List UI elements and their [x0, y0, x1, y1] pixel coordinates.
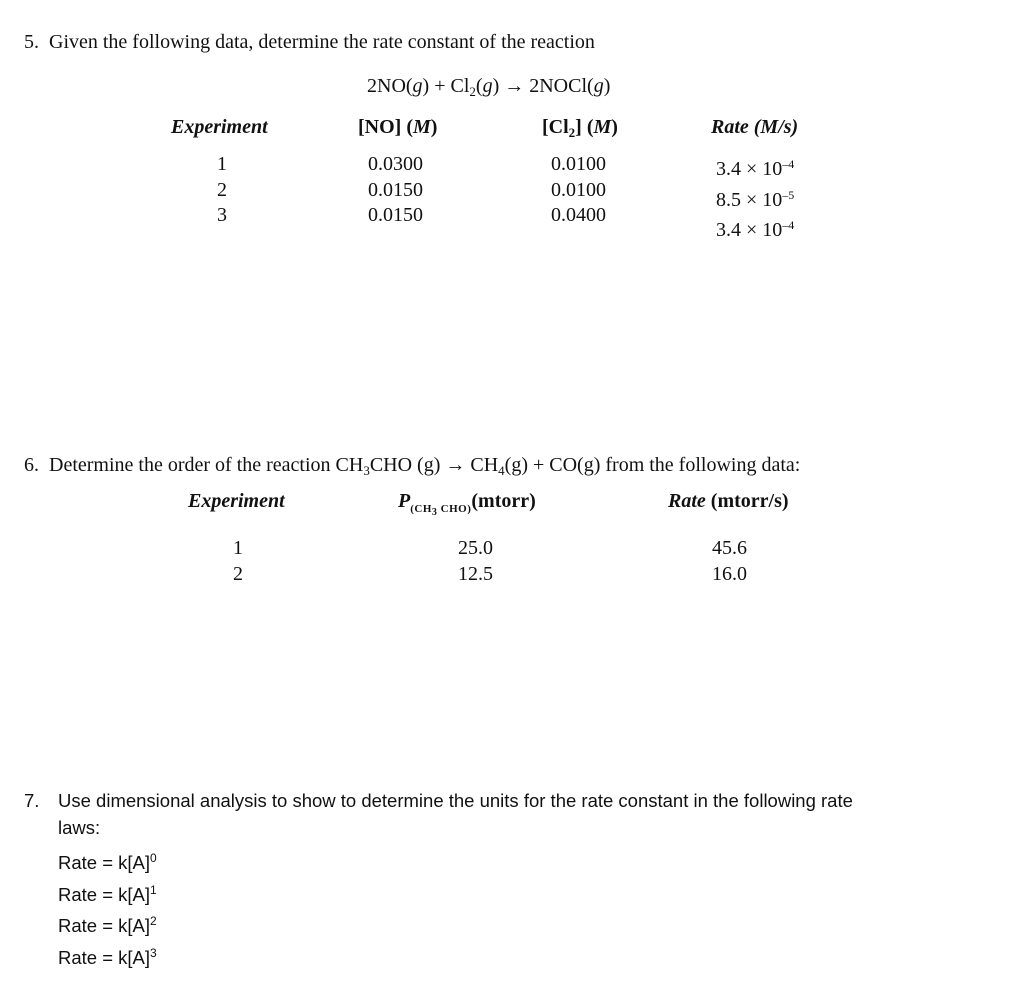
table-cell: 12.5 — [458, 562, 493, 585]
q5-header-cl — [542, 116, 618, 141]
q5-paren: ) — [492, 75, 500, 97]
q5-paren: ( — [475, 75, 483, 97]
q6-prompt-a: Determine the order of the reaction CH — [49, 454, 364, 476]
table-cell: 16.0 — [712, 562, 747, 585]
q7-prompt-line2: laws: — [58, 817, 101, 838]
q5-number: 5. — [24, 31, 39, 53]
table-cell: 25.0 — [458, 537, 493, 559]
rate-law-exponent: 3 — [150, 945, 157, 960]
rate-base: 3.4 × 10 — [716, 158, 783, 180]
q5-col-rate — [716, 152, 794, 244]
q6-p-sub-a: (CH — [410, 503, 432, 515]
table-cell: 0.0300 — [368, 153, 423, 175]
q6-subscript: 3 — [363, 463, 370, 478]
q6-prompt-c: (g) + CO(g) from the following data: — [504, 454, 801, 476]
table-cell: 45.6 — [712, 537, 747, 559]
q6-header-pressure — [398, 490, 536, 518]
table-cell — [716, 152, 794, 183]
table-cell: 2 — [233, 562, 243, 585]
q7-prompt-line1: Use dimensional analysis to show to determine the units for the rate constant in the following rate — [58, 790, 853, 811]
rate-law — [58, 877, 157, 909]
q5-phase: g — [482, 75, 493, 97]
table-cell: 0.0100 — [551, 178, 606, 201]
q6-p-sub-b: 3 — [431, 507, 438, 518]
rate-law — [58, 940, 157, 972]
q6-col-experiment — [226, 536, 250, 587]
table-cell: 0.0150 — [368, 178, 423, 201]
q5-col-experiment — [210, 152, 234, 229]
table-cell — [716, 213, 794, 244]
reaction-arrow-icon: → — [504, 75, 525, 97]
q5-header-rate: Rate (M/s) — [711, 116, 799, 138]
q5-reactant-no: 2NO( — [367, 75, 413, 97]
table-cell: 1 — [233, 537, 243, 559]
rate-law — [58, 845, 157, 877]
q5-header-no-close: ) — [430, 116, 438, 138]
rate-exponent: –5 — [782, 187, 795, 202]
q6-header-experiment: Experiment — [188, 490, 285, 512]
q5-header-cl-label2: ] ( — [575, 116, 594, 138]
table-cell — [716, 183, 794, 214]
q6-header-p: P — [398, 490, 411, 512]
q5-header-no — [358, 116, 437, 139]
q5-reaction-equation — [367, 75, 610, 100]
q5-header-no-unit: M — [412, 116, 431, 138]
q5-header-cl-sub: 2 — [568, 125, 576, 140]
rate-law-exponent: 1 — [150, 882, 157, 897]
table-cell: 0.0400 — [551, 204, 606, 226]
rate-base: 8.5 × 10 — [716, 188, 783, 211]
rate-law-text: Rate = k[A] — [58, 883, 151, 905]
q5-reactant-cl: ) + Cl — [422, 75, 470, 97]
rate-law-text: Rate = k[A] — [58, 946, 151, 968]
q6-prompt-b: CHO (g) → CH — [369, 454, 499, 476]
q7-rate-laws — [58, 845, 157, 971]
q6-header-rate — [668, 490, 789, 513]
q5-product: 2NOCl( — [529, 75, 594, 97]
table-cell: 0.0150 — [368, 204, 423, 226]
q5-phase: g — [412, 75, 423, 97]
q6-col-rate — [712, 536, 747, 587]
q7-number: 7. — [24, 790, 40, 811]
q5-paren: ) — [603, 75, 611, 97]
rate-law-exponent: 2 — [150, 914, 157, 928]
q5-header-cl-label: [Cl — [542, 116, 569, 138]
rate-law-text: Rate = k[A] — [58, 852, 151, 873]
q5-col-no — [368, 152, 423, 229]
rate-law — [58, 908, 157, 940]
q6-subscript: 4 — [498, 463, 505, 478]
q5-phase: g — [593, 75, 604, 97]
table-cell: 0.0100 — [551, 153, 606, 175]
q5-col-cl — [551, 152, 606, 229]
q6-header-rate-unit: (mtorr/s) — [705, 490, 789, 512]
q6-header-p-unit: (mtorr) — [471, 490, 536, 512]
q6-p-sub-c: CHO) — [437, 503, 472, 515]
table-cell: 3 — [217, 204, 227, 226]
q5-prompt — [24, 31, 595, 54]
q6-header-p-subscript — [410, 503, 472, 518]
q5-header-cl-unit: M — [593, 116, 612, 138]
rate-law-text: Rate = k[A] — [58, 915, 151, 936]
table-cell: 2 — [217, 178, 227, 201]
rate-base: 3.4 × 10 — [716, 219, 783, 241]
q5-prompt-text: Given the following data, determine the rate constant of the reaction — [49, 31, 595, 53]
rate-exponent: –4 — [782, 157, 795, 171]
q5-header-experiment: Experiment — [171, 116, 268, 138]
table-cell: 1 — [217, 153, 227, 175]
rate-law-exponent: 0 — [150, 851, 157, 865]
rate-exponent: –4 — [782, 218, 795, 232]
q6-prompt — [24, 454, 800, 479]
q6-header-rate-word: Rate — [668, 490, 706, 512]
q5-header-cl-close: ) — [611, 116, 618, 138]
q6-col-pressure — [458, 536, 493, 587]
q6-number: 6. — [24, 454, 39, 476]
q5-header-no-label: [NO] ( — [358, 116, 413, 138]
q5-subscript: 2 — [469, 84, 476, 99]
